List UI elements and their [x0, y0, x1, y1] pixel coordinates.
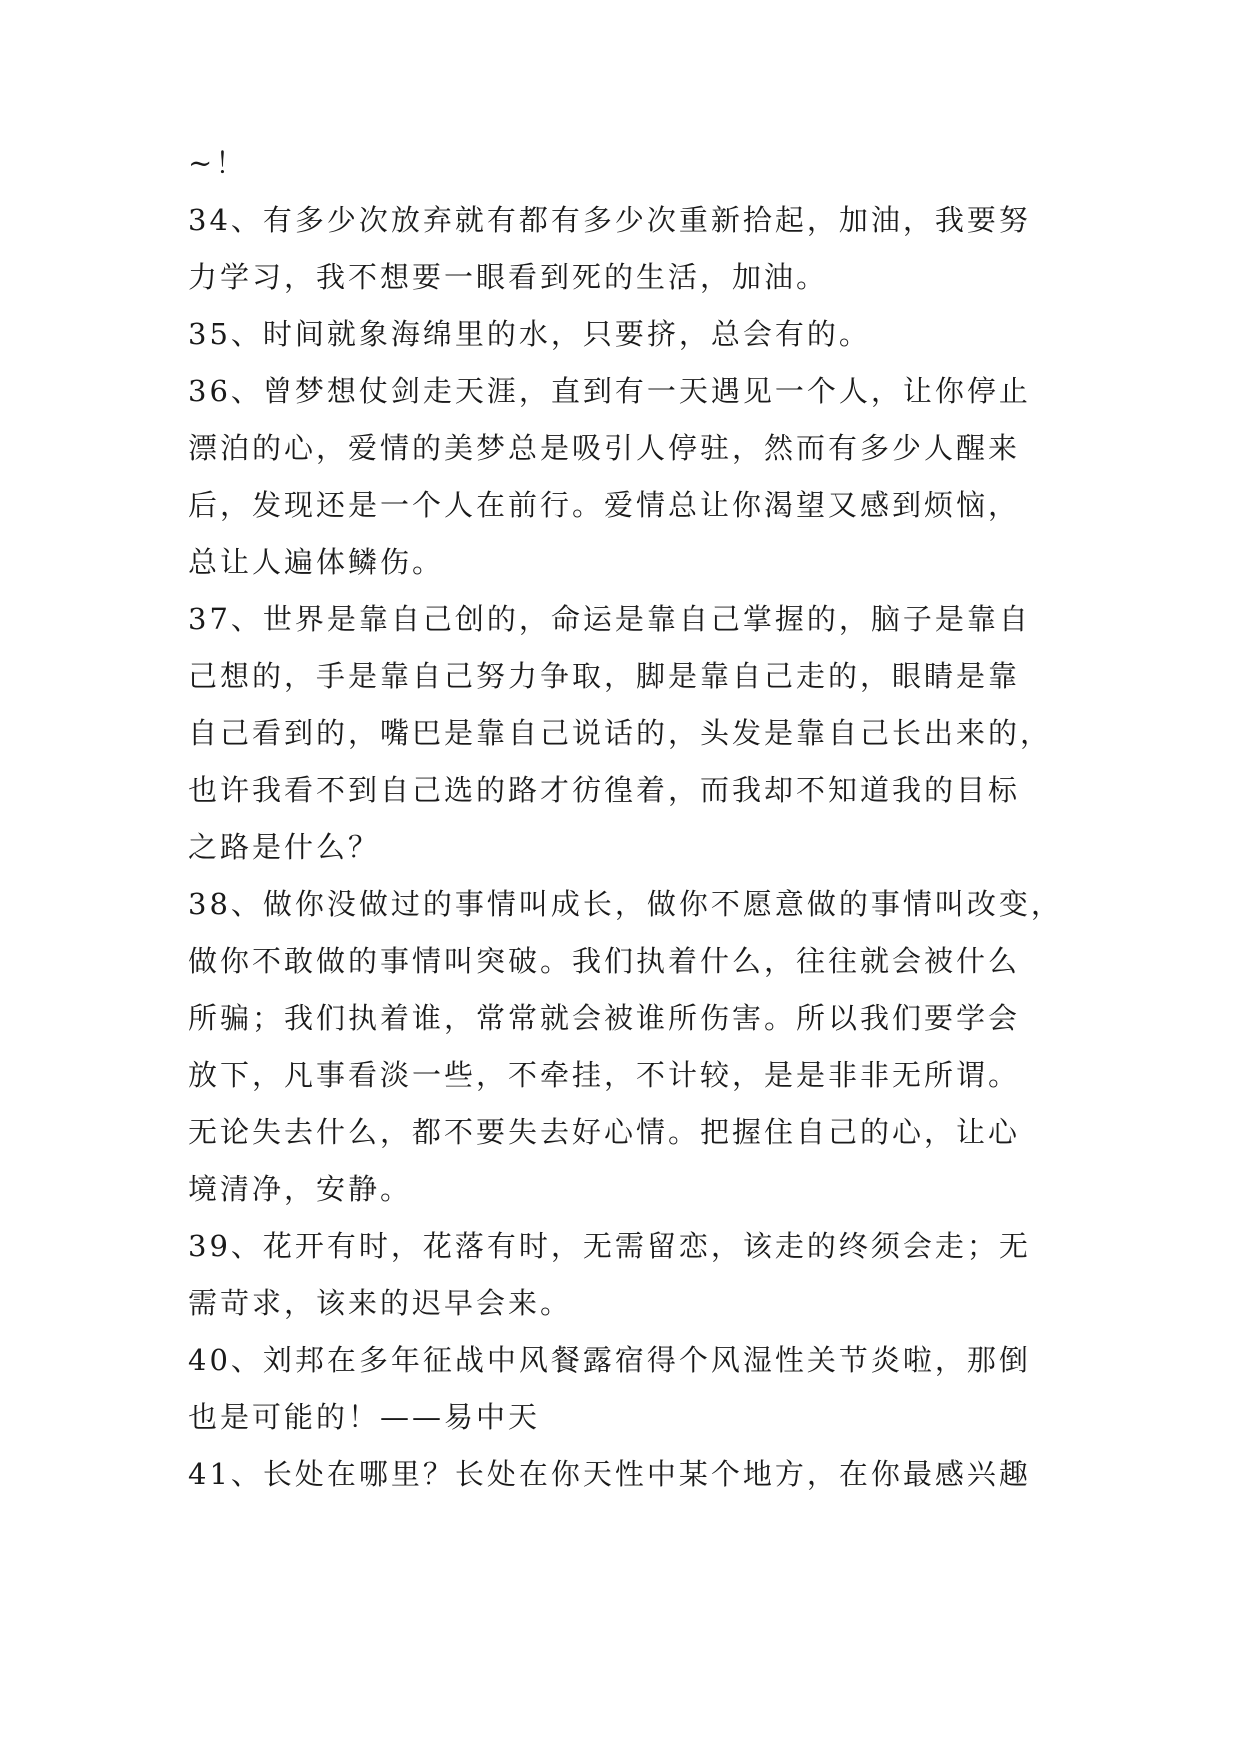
- text-line: 39、花开有时，花落有时，无需留恋，该走的终须会走；无: [188, 1229, 1031, 1263]
- text-line: 无论失去什么，都不要失去好心情。把握住自己的心，让心: [188, 1115, 1021, 1149]
- text-line: 37、世界是靠自己创的，命运是靠自己掌握的，脑子是靠自: [188, 602, 1031, 636]
- text-line: 自己看到的，嘴巴是靠自己说话的，头发是靠自己长出来的，: [188, 716, 1053, 750]
- text-line: 总让人遍体鳞伤。: [188, 545, 445, 579]
- text-line: 做你不敢做的事情叫突破。我们执着什么，往往就会被什么: [188, 944, 1021, 978]
- text-line: 36、曾梦想仗剑走天涯，直到有一天遇见一个人，让你停止: [188, 374, 1031, 408]
- text-line: 境清净，安静。: [188, 1172, 413, 1206]
- text-line: 35、时间就象海绵里的水，只要挤，总会有的。: [188, 317, 871, 351]
- text-line: 力学习，我不想要一眼看到死的生活，加油。: [188, 260, 829, 294]
- text-line: 己想的，手是靠自己努力争取，脚是靠自己走的，眼睛是靠: [188, 659, 1021, 693]
- text-line: 需苛求，该来的迟早会来。: [188, 1286, 573, 1320]
- text-line: 也许我看不到自己选的路才彷徨着，而我却不知道我的目标: [188, 773, 1021, 807]
- text-line: 41、长处在哪里？长处在你天性中某个地方，在你最感兴趣: [188, 1457, 1031, 1491]
- text-line: 34、有多少次放弃就有都有多少次重新拾起，加油，我要努: [188, 203, 1031, 237]
- text-line: ~！: [188, 146, 248, 180]
- text-line: 38、做你没做过的事情叫成长，做你不愿意做的事情叫改变，: [188, 887, 1063, 921]
- text-line: 之路是什么？: [188, 830, 381, 864]
- text-line: 后，发现还是一个人在前行。爱情总让你渴望又感到烦恼，: [188, 488, 1021, 522]
- text-line: 也是可能的！——易中天: [188, 1400, 541, 1434]
- text-line: 漂泊的心，爱情的美梦总是吸引人停驻，然而有多少人醒来: [188, 431, 1021, 465]
- text-line: 所骗；我们执着谁，常常就会被谁所伤害。所以我们要学会: [188, 1001, 1021, 1035]
- text-line: 放下，凡事看淡一些，不牵挂，不计较，是是非非无所谓。: [188, 1058, 1021, 1092]
- text-line: 40、刘邦在多年征战中风餐露宿得个风湿性关节炎啦，那倒: [188, 1343, 1031, 1377]
